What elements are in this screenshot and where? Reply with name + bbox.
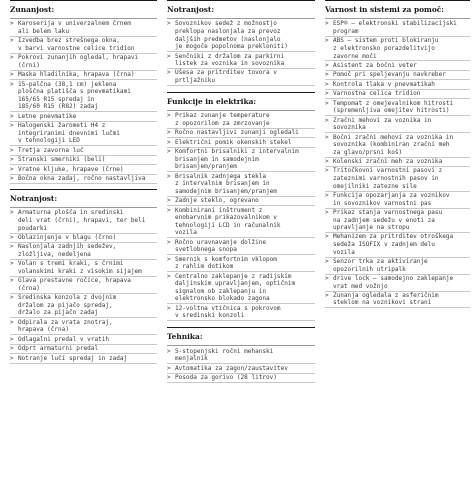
spec-item (10, 335, 157, 344)
bullet-chevron-icon: > (167, 20, 171, 28)
bullet-chevron-icon: > (167, 304, 171, 312)
spec-item-line: Zunanja ogledala z asferičnim (333, 291, 439, 299)
spec-item-line: elektronsko blokado zagona (175, 295, 270, 303)
bullet-chevron-icon: > (10, 318, 14, 326)
bullet-chevron-icon: > (10, 54, 14, 62)
spec-item (10, 146, 157, 155)
spec-item-line: Pokrovi zunanjih ogledal, hrapavi (18, 54, 139, 62)
bullet-chevron-icon: > (167, 374, 171, 382)
spec-item-line: Volan s tremi kraki, s črnimi (18, 260, 124, 268)
bullet-chevron-icon: > (10, 20, 14, 28)
spec-item (10, 175, 157, 184)
spec-item-line: Tretja zavorna luč (18, 146, 84, 154)
spec-item-line: držalo za pijačo zadaj (18, 309, 99, 317)
spec-item-line: signalom ob zaklepanju in (175, 287, 267, 295)
spec-item-line: Odlagalni predal v vratih (18, 335, 110, 343)
spec-item (167, 347, 315, 364)
spec-item-line: Varnostna celica tridion (333, 90, 421, 98)
spec-item (167, 255, 315, 272)
spec-list (167, 347, 315, 383)
bullet-chevron-icon: > (10, 122, 14, 130)
spec-item-line: držalom za pijačo spredaj, (18, 301, 113, 309)
spec-item-line: Centralno zaklepanje z radijskim (175, 272, 292, 280)
spec-item-line: ploščna platišča s pnevmatikami (18, 88, 131, 96)
spec-item (167, 197, 315, 206)
spec-item (167, 172, 315, 197)
spec-item (10, 37, 157, 54)
spec-item-line: menjalnik (175, 355, 208, 363)
spec-item (325, 275, 470, 292)
spec-item-line: Funkcija opozarjanja za voznikov (333, 192, 450, 199)
bullet-chevron-icon: > (167, 112, 171, 120)
spec-item-line: integriranimi dnevnimi lučmi (18, 129, 120, 137)
spec-item-line: svetlobnega snopa (175, 246, 237, 254)
spec-item-line: Glava prestavne ročice, hrapava (18, 277, 131, 285)
bullet-chevron-icon: > (10, 354, 14, 362)
spec-item (10, 80, 157, 112)
spec-item-line: 185/60 R15 (R82) zadaj (18, 103, 99, 111)
spec-item-line: sovoznika (333, 124, 366, 132)
spec-item-line: na zadnjem sedežu v enoti za (333, 216, 435, 224)
section-title: Varnost in sistemi za pomoč: (325, 0, 470, 19)
bullet-chevron-icon: > (167, 138, 171, 146)
spec-item-line: Posoda za gorivo (28 litrov) (175, 374, 277, 382)
bullet-chevron-icon: > (325, 71, 329, 79)
spec-item (167, 206, 315, 238)
section-title: Tehnika: (167, 327, 315, 346)
spec-list (10, 209, 157, 364)
spec-item (10, 122, 157, 147)
bullet-chevron-icon: > (10, 156, 14, 164)
spec-item-line: Karoserija v univerzalnem črnem (18, 20, 131, 28)
spec-item-line: sedeža ISOFIX v zadnjem delu (333, 241, 435, 249)
spec-item-line: Vratne kljuke, hrapave (črne) (18, 165, 124, 173)
spec-item-line: enobarvnim prikazovalnikom v (175, 214, 277, 222)
spec-item-line: Izvedba brez strešnega okna, (18, 37, 120, 45)
bullet-chevron-icon: > (167, 52, 171, 60)
spec-item-line: Letne pnevmatike (18, 112, 77, 120)
spec-item (10, 354, 157, 363)
bullet-chevron-icon: > (167, 69, 171, 77)
spec-item (325, 37, 470, 62)
spec-item (10, 318, 157, 335)
spec-item-line: drive lock – samodejno zaklepanje (333, 274, 454, 282)
spec-item (325, 158, 470, 167)
spec-item-line: volanskimi kraki z visokim sijajem (18, 267, 142, 275)
bullet-chevron-icon: > (167, 255, 171, 263)
section-title: Funkcije in elektrika: (167, 92, 315, 111)
bullet-chevron-icon: > (325, 90, 329, 98)
bullet-chevron-icon: > (10, 345, 14, 353)
spec-item-line: v sredinski konzoli (175, 312, 245, 320)
bullet-chevron-icon: > (325, 208, 329, 216)
bullet-chevron-icon: > (325, 20, 329, 28)
spec-item (167, 112, 315, 129)
spec-item-line: 15-palčna (38,1 cm) jeklena (18, 80, 117, 88)
spec-item-line: opozorilnih utripalk (333, 265, 406, 273)
spec-item (167, 20, 315, 52)
spec-item-line: (črni) (18, 61, 40, 69)
spec-item-line: Oblazinjenje v blagu (črno) (18, 233, 117, 241)
bullet-chevron-icon: > (167, 364, 171, 372)
spec-item-line: deli vrat (črni), hrapavi, ter beli (18, 217, 146, 224)
spec-item-line: Senzor trka za aktiviranje (333, 258, 428, 265)
spec-item-line: listek za voznika in sovoznika (175, 60, 285, 68)
spec-item (10, 277, 157, 294)
spec-item-line: ali belem laku (18, 27, 69, 35)
spec-item-line: 5-stopenjski ročni mehanski (175, 347, 274, 355)
bullet-chevron-icon: > (325, 233, 329, 241)
section-title: Notranjost: (10, 189, 157, 208)
spec-item-line: Prikaz zunanje temperature (175, 112, 270, 120)
bullet-chevron-icon: > (10, 37, 14, 45)
bullet-chevron-icon: > (167, 347, 171, 355)
spec-item (325, 80, 470, 89)
spec-item (325, 133, 470, 158)
spec-item (167, 304, 315, 321)
spec-item (167, 238, 315, 255)
spec-item-line: z opozorilom za zmrzovanje (175, 119, 270, 127)
spec-item-line: upravljanje na stropu (333, 224, 410, 232)
spec-item (10, 243, 157, 260)
spec-item-line: z rahlim dotikom (175, 263, 234, 271)
spec-item-line: Ročno uravnavanje dolžine (175, 238, 267, 246)
spec-item-line: vozila (333, 248, 355, 256)
spec-item-line: z intervalnim brisanjem in (175, 180, 270, 188)
bullet-chevron-icon: > (167, 206, 171, 214)
bullet-chevron-icon: > (325, 116, 329, 124)
spec-item-line: Kolenski zračni meh za voznika (333, 158, 443, 166)
spec-item-line: Brisalnik zadnjega stekla (175, 172, 267, 180)
spec-item-line: in sovoznikov varnostni pas (333, 199, 432, 207)
spec-item-line: Kombinirani inštrument z (175, 206, 263, 214)
bullet-chevron-icon: > (10, 146, 14, 154)
spec-item-line: steklom na voznikovi strani (333, 299, 432, 307)
spec-item-line: Asistent za bočni veter (333, 61, 417, 69)
bullet-chevron-icon: > (325, 61, 329, 69)
spec-item (167, 374, 315, 383)
bullet-chevron-icon: > (325, 274, 329, 282)
spec-item (325, 90, 470, 99)
spec-list (167, 112, 315, 321)
spec-item-line: za glavo/prsni koš) (333, 148, 403, 156)
bullet-chevron-icon: > (167, 197, 171, 205)
spec-item-line: Tempomat z omejevalnikom hitrosti (333, 99, 454, 107)
bullet-chevron-icon: > (10, 209, 14, 217)
spec-item-line: Električni pomik okenskih stekel (175, 138, 292, 146)
bullet-chevron-icon: > (325, 167, 329, 175)
spec-item-line: ABS – sistem proti blokiranju (333, 37, 439, 45)
spec-item (167, 52, 315, 69)
spec-item-line: v barvi varnostne celice tridion (18, 44, 135, 52)
spec-item-line: hrapava (črna) (18, 326, 69, 334)
spec-item (325, 61, 470, 70)
bullet-chevron-icon: > (10, 112, 14, 120)
spec-item-line: Bočna okna zadaj, ročno nastavljiva (18, 175, 146, 183)
spec-item (325, 258, 470, 275)
spec-item (167, 148, 315, 173)
spec-item (10, 165, 157, 174)
spec-item (325, 209, 470, 234)
bullet-chevron-icon: > (325, 133, 329, 141)
spec-list (167, 20, 315, 86)
spec-item-line: Senčniki z držalom za parkirni (175, 52, 285, 60)
spec-item-line: Odpirala za vrata znotraj, (18, 318, 113, 326)
spec-item-line: daljših predmetov (naslonjalo (175, 35, 281, 43)
spec-item-line: Avtomatika za zagon/zaustavitev (175, 364, 288, 372)
spec-item (10, 234, 157, 243)
spec-item-line: Smernik s komfortnim vklopom (175, 255, 277, 263)
column-left (10, 0, 157, 370)
spec-item-line: Kontrola tlaka v pnevmatikah (333, 80, 435, 88)
bullet-chevron-icon: > (325, 258, 329, 265)
bullet-chevron-icon: > (10, 335, 14, 343)
bullet-chevron-icon: > (167, 172, 171, 180)
spec-item-line: omejilniki zatezne sile (333, 182, 417, 190)
spec-item-line: zložljiva, nedeljena (18, 250, 91, 258)
spec-item-line: Ušesa za pritrditev tovora v (175, 69, 277, 77)
spec-list (10, 20, 157, 184)
spec-item (10, 156, 157, 165)
spec-item-line: zateznimi varnostnih pasov in (333, 175, 439, 183)
spec-item (167, 138, 315, 147)
spec-item (10, 260, 157, 277)
spec-item-line: vrat med vožnjo (333, 282, 388, 290)
spec-item (325, 99, 470, 116)
bullet-chevron-icon: > (167, 129, 171, 137)
spec-item-line: Pomoč pri speljevanju navkreber (333, 71, 446, 79)
spec-item-line: (spremenljiva omejitev hitrosti) (333, 107, 450, 115)
spec-item-line: Halogenski žarometi H4 z (18, 122, 106, 130)
bullet-chevron-icon: > (10, 243, 14, 251)
spec-section (167, 327, 315, 383)
spec-item-line: Maska hladilnika, hrapava (črna) (18, 71, 135, 79)
bullet-chevron-icon: > (167, 272, 171, 280)
spec-item (325, 116, 470, 133)
bullet-chevron-icon: > (10, 260, 14, 268)
bullet-chevron-icon: > (167, 148, 171, 156)
bullet-chevron-icon: > (325, 158, 329, 166)
spec-item-line: poudarki (18, 224, 48, 232)
spec-item-line: brisanjem in samodejnim (175, 155, 259, 163)
spec-item (325, 292, 470, 309)
bullet-chevron-icon: > (325, 291, 329, 299)
spec-item-line: Komfortni brisalniki z intervalnim (175, 148, 299, 156)
bullet-chevron-icon: > (10, 165, 14, 173)
bullet-chevron-icon: > (10, 277, 14, 285)
bullet-chevron-icon: > (167, 238, 171, 246)
section-title: Zunanjost: (10, 0, 157, 19)
spec-item (10, 54, 157, 71)
bullet-chevron-icon: > (325, 37, 329, 45)
bullet-chevron-icon: > (10, 80, 14, 88)
spec-item-line: brisanjem/pranjem (175, 163, 237, 171)
spec-item-line: Bočni zračni mehovi za voznika in (333, 133, 454, 141)
spec-item-line: v tehnologiji LED (18, 137, 80, 145)
spec-item-line: samodejnim brisanjem/pranjem (175, 187, 277, 195)
spec-item-line: Tritočkovni varnostni pasovi z (333, 167, 443, 175)
spec-item-line: Mehanizem za pritrditev otroškega (333, 233, 454, 241)
spec-item (325, 233, 470, 258)
spec-item-line: ESP® – elektronski stabilizacijski (333, 20, 457, 28)
bullet-chevron-icon: > (10, 175, 14, 183)
spec-item-line: Odprt armaturni predal (18, 345, 99, 353)
column-middle (167, 0, 315, 389)
spec-item-line: sovoznika (kombiniran zračni meh (333, 141, 450, 149)
bullet-chevron-icon: > (325, 99, 329, 107)
spec-item-line: Notranje luči spredaj in zadaj (18, 354, 128, 362)
spec-item-line: 12-voltna vtičnica s pokrovom (175, 304, 281, 312)
bullet-chevron-icon: > (10, 71, 14, 79)
spec-item (10, 345, 157, 354)
bullet-chevron-icon: > (10, 294, 14, 302)
spec-item (325, 71, 470, 80)
spec-item-line: Ročno nastavljivi zunanji ogledali (175, 129, 299, 137)
spec-item (325, 20, 470, 37)
spec-item (167, 69, 315, 86)
spec-section (10, 189, 157, 364)
spec-item-line: daljinskim upravljanjem, optičnim (175, 280, 296, 288)
spec-item-line: z elektronsko porazdelitvijo (333, 44, 435, 52)
spec-item (10, 294, 157, 319)
spec-item (325, 167, 470, 192)
spec-item-line: program (333, 27, 359, 35)
spec-item-line: Sredinska konzola z dvojnim (18, 294, 117, 302)
spec-section (167, 0, 315, 86)
column-right (325, 0, 470, 314)
spec-item-line: Armaturna plošča in sredinski (18, 209, 124, 217)
spec-item-line: Sovoznikov sedež z možnostjo (175, 20, 277, 28)
spec-item-line: tehnologiji LCD in računalnik (175, 221, 281, 229)
spec-item-line: 165/65 R15 spredaj in (18, 95, 95, 103)
spec-item-line: Zadnje steklo, ogrevano (175, 197, 259, 205)
spec-item-line: vozila (175, 229, 197, 237)
spec-item (10, 209, 157, 234)
bullet-chevron-icon: > (325, 80, 329, 88)
spec-item-line: (črna) (18, 284, 40, 292)
spec-item (167, 364, 315, 373)
section-title: Notranjost: (167, 0, 315, 19)
spec-section (325, 0, 470, 308)
spec-section (167, 92, 315, 321)
spec-item (10, 71, 157, 80)
bullet-chevron-icon: > (10, 233, 14, 241)
bullet-chevron-icon: > (325, 192, 329, 199)
spec-section (10, 0, 157, 184)
spec-item-line: Stranski smerniki (beli) (18, 156, 106, 164)
spec-item (10, 112, 157, 121)
spec-item-line: Prikaz stanja varnostnega pasu (333, 208, 443, 216)
spec-list (325, 20, 470, 308)
spec-item-line: zavorne moči (333, 52, 377, 60)
spec-item-line: je mogoče popolnoma prekloniti) (175, 43, 288, 51)
spec-item-line: Naslonjala zadnjih sedežev, (18, 243, 117, 251)
spec-item (325, 192, 470, 209)
spec-item (10, 20, 157, 37)
spec-item (167, 272, 315, 304)
spec-item-line: Zračni mehovi za voznika in (333, 116, 432, 124)
spec-item-line: preklopa naslonjala za prevoz (175, 27, 281, 35)
spec-item (167, 129, 315, 138)
spec-item-line: prtljažniku (175, 77, 216, 85)
